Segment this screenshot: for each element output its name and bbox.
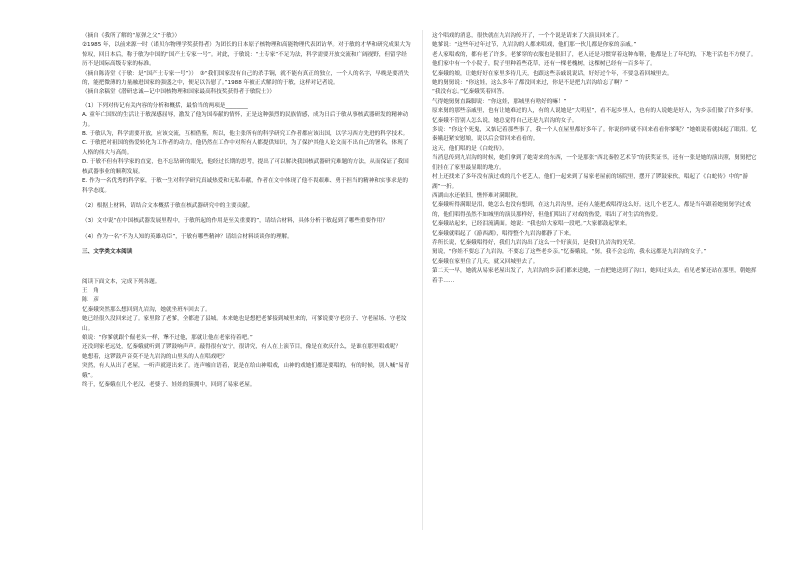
option-b: B. 于敏认为，科学需要开放，应该交流，互相借鉴，所以，他主张所有的科学研究工作者都应该出国，以学习西方先进的科学技术。	[82, 131, 409, 138]
story-author: 陈 彦	[82, 297, 99, 304]
story-paragraph: 忆秦娥站起来，已经泪流满面。她说：“我也给大家唱一段吧。”大家都鼓起掌来。	[432, 221, 631, 228]
story-paragraph: 忆秦娥听得满眼是泪，她怎么也没有想到，在这九岩沟里，还有人能把戏唱得这么好。这几个老艺人，都是当年跟着她舅舅学过戏的，他们唱得虽然不如城里的演员那样好，但他们唱出了对戏的热爱，唱出了对生活的热爱。	[432, 202, 751, 218]
story-paragraph: 老人家唱戏的，都有老了许多。老爹穿的衣服也是很旧了，老人还是习惯穿着这种布鞋，他都是上了年纪的，下地干活也不方便了。他们家中有一个小院子，院子里种着些花草，还有一棵老槐树，这棵树已经有一百多年了。	[432, 51, 757, 68]
story-paragraph: 多说：“你这个死鬼，又惦记着那些事了，我一个人在屋里都好多年了。你说你咋就不回来看看你爹呢？”她娘说着就抹起了眼泪。忆秦娥赶紧安慰娘，说以后会常回来看看的。	[432, 127, 757, 143]
option-c: C. 于敏把对祖国的热爱转化为工作者的动力，他仍然在工作中对所有人都提供知识，为了保护其他人论文而不出自己的署名，体现了人格的伟大与高尚。	[82, 140, 409, 156]
story-verse: 西湖山水还依旧，憔悴难对满眼秋。	[432, 192, 522, 199]
story-paragraph: 当消息传到九岩沟的时候，她们拿到了她寄来的东西，一个是那张“西北秦腔艺术节”的获奖证书，还有一张是她的演出照，舅舅把它们挂在了家里最显眼的地方。	[432, 155, 757, 171]
story-paragraph: 这天，他们唱的是《白蛇传》。	[432, 145, 508, 152]
story-paragraph: 乔所长说，忆秦娥唱得好，我们九岩沟出了这么一个好演员，是我们九岩沟的光荣。	[432, 239, 639, 246]
section-heading: 三、文学类文本阅读	[82, 249, 133, 256]
story-paragraph: 忆秦娥就唱起了《游西湖》，唱得整个九岩沟都静了下来。	[432, 230, 575, 237]
story-paragraph: 还没到家老远处，忆秦娥就听到了锣鼓响声声。敲得很有安宁，很讲究，有人在上演节目，像是在欢庆什么，是谁在那里唱戏呢？	[82, 344, 401, 351]
story-paragraph: 村上还找来了多年没有演过戏的几个老艺人，他们一起来到了易家老屋前的场院里，摆开了锣鼓家伙，唱起了《白蛇传》中的“游湖”一折。	[432, 174, 749, 190]
right-column	[432, 32, 762, 286]
story-paragraph: 突然，有人从出了老屋，一听声就迎出来了。连声嘘自语着，说是在给山神唱戏，山神的戏她们都是要唱的，有的时候，别人喊“易青娥”。	[82, 363, 410, 379]
story-paragraph: 娘说：“你爹就跟个倔老头一样，犟不过他，那就让他在老家待着吧。”	[82, 334, 253, 341]
story-paragraph: 气得她舅舅直跺脚说：“你这娃，那城里有啥好的嘛！”	[432, 98, 567, 105]
story-title: 王 角	[82, 287, 99, 294]
material-2: ②1985 年，以前来源一时（诺贝尔物理学奖获得者）为团长的日本原子核物理和高能物理代表团访华。对于敏的才华和研究成果大为惊叹，回日本后，称于敏为中国的“国产土专家一号”。对此，于敏说：“土专家”不足为法，科学需要开放交流和广阔视野，但留学经历不是国际高级专家的标准。	[82, 42, 411, 68]
source-note-3: （摘自余稿堂《潜研忠诚—记中国核物理和国家最高科技奖获得者于敏院士》）	[82, 89, 275, 96]
story-paragraph: 这个唱戏的消息，很快就在九岩沟传开了，一个个说是请来了大演员回来了。	[432, 33, 623, 39]
story-paragraph: 舅说，“你娃不要忘了九岩沟，不要忘了这些老乡亲。”忆秦娥说，“舅，我不会忘的，我永远都是九岩沟的女子。”	[432, 249, 707, 256]
reading-instruction: 阅读下面文本，完成下列各题。	[82, 278, 161, 285]
option-e: E. 作为一名优秀的科学家，于敏一生对科学研究真诚热爱和无私奉献，作者在文中体现了他不畏艰难、勇于担当的精神和实事求是的科学态度。	[82, 178, 408, 194]
question-1: （1）下列对传记有关内容的分析和概括，最恰当的两项是________	[82, 102, 248, 109]
question-2: （2）根据上材料，请结合文本概括于敏在核武器研究中的主要贡献。	[82, 202, 254, 209]
option-a: A. 童年亡国奴的生活让于敏深感屈辱，激发了他为国奉献的情怀，正是这种强烈的民族情感，成为日后于敏从事核武器研发的精神动力。	[82, 112, 409, 128]
story-paragraph: 终于，忆秦娥在几个老汉、老婆子、娃娃的簇拥中，回到了易家老屋。	[82, 382, 256, 388]
story-paragraph: 忆秦娥的娘，让她好好在家里多待几天，也跟这些亲戚说说话，好好过个年，不要急着回城里去。	[432, 70, 673, 77]
story-paragraph: 第二天一早，她就从易家老屋出发了，九岩沟的乡亲们都来送她，一直把她送到了沟口，她回过头去，看见老爹还站在那里，朝她挥着手……	[432, 268, 757, 284]
column-divider	[422, 30, 423, 530]
story-paragraph: 忆秦娥在家里住了几天，就又回城里去了。	[432, 258, 539, 265]
story-paragraph: 她已经很久没回来过了。家里除了老爹，全都进了县城。本来她也是想把老爹接到城里来的，可爹说要守老房子、守老屋场、守老坟山。	[82, 316, 407, 332]
story-paragraph: 原来舅的那些亲戚里，也有让她难过的人，有的人说她是“大明星”，看不起乡里人，也有的人说她是好人，为乡亲们做了许多好事。忆秦娥不管别人怎么说，她总觉得自己还是九岩沟的女子。	[432, 108, 757, 124]
source-note-1: （摘自《我所了解的“原弹之父”于敏》）	[82, 33, 181, 39]
question-4: （4）作为一名“不为人知的英雄功臣”，于敏有哪些精神？请结合材料谈谈你的理解。	[82, 233, 293, 240]
story-paragraph: “我没有忘。”忆秦娥笑着回答。	[432, 89, 508, 96]
story-paragraph: 她的舅舅说：“你这娃，这么多年了都没回来过，你是不是把九岩沟给忘了啊？”	[432, 80, 628, 87]
left-column	[82, 32, 412, 390]
story-paragraph: 她想着，这锣鼓声音莫不是九岩沟的山里头的人在唱戏吧？	[82, 353, 228, 360]
source-note-2: （摘自陈涛堂《于敏：是“国产土专家一号”》） ③“我们国家没有自己的杀手锏，就不能有真正的独立，一个人的名字，早晚是要消失的，能把微薄的力量融进国家的强盛之中，便足以告慰了。”1988 年被正式解封的于敏，这样对记者说。	[82, 70, 409, 87]
story-paragraph: 忆秦娥突然那么想回到九岩沟，她就坐班车回去了。	[82, 306, 211, 313]
option-d: D. 于敏不但有科学家的直觉，也不忘钻研的眼光，他经过长期的思考，提出了可以解决我国核武器研究难题的方法，从而保证了我国核武器事业的顺利发展。	[82, 159, 409, 175]
question-3: （3）文中说“在中国核武器发展里程中，于敏所起的作用是至关重要的”，请结合材料，具体分析于敏起到了哪些重要作用？	[82, 218, 388, 225]
story-paragraph: 她爹说：“这些年过年过节，九岩沟的人都来唱戏，他们那一伙儿都是你家的亲戚。”	[432, 42, 637, 49]
